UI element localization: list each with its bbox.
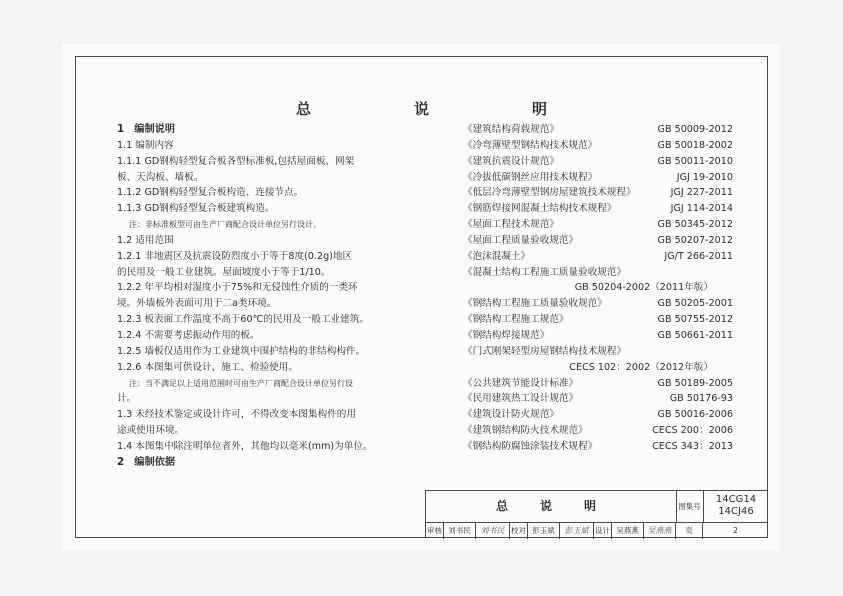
standard-name: 《建筑结构荷载规范》: [463, 124, 559, 135]
standard-code: GB 50661-2011: [657, 329, 733, 341]
body-line: 1.1.1 GD钢构轻型复合板各型标准板,包括屋面板、网架: [117, 155, 355, 167]
standard-item: [463, 138, 733, 154]
standard-name: 《混凝土结构工程施工质量验收规范》: [463, 266, 627, 278]
standard-item: [463, 391, 733, 407]
standard-name: 《公共建筑节能设计标准》: [463, 377, 579, 389]
standard-name: 《屋面工程质量验收规范》: [463, 234, 579, 246]
standard-code: JGJ 19-2010: [676, 171, 733, 183]
body-line: 1.2.6 本图集可供设计、施工、检验使用。: [117, 361, 298, 373]
standard-name: 《民用建筑热工设计规范》: [463, 393, 579, 405]
signature-row: [426, 522, 768, 539]
standard-name: 《钢结构工程施工质量验收规范》: [463, 298, 607, 310]
check-label: 校对: [510, 523, 528, 539]
body-line: 板、天沟板、墙板。: [117, 171, 204, 183]
body-line: 1.1.2 GD钢构轻型复合板构造、连接节点。: [117, 187, 304, 199]
standard-name: 《钢结构焊接规范》: [463, 329, 550, 341]
design-name: 吴燕燕: [612, 523, 644, 539]
atlas-number-label: 图集号: [676, 491, 704, 522]
standard-code: JGJ 227-2011: [670, 187, 733, 199]
atlas-number: [704, 494, 768, 518]
standard-code: GB 50011-2010: [657, 155, 733, 167]
body-line: 1.1.3 GD钢构轻型复合板建筑构造。: [117, 203, 275, 215]
review-label: 审核: [426, 523, 444, 539]
standard-name: 《冷弯薄壁型钢结构技术规范》: [463, 139, 598, 151]
check-signature: 彭玉斌: [560, 523, 594, 539]
standard-name: 《屋面工程技术规范》: [463, 219, 559, 231]
review-signature: 刘书民: [476, 523, 510, 539]
design-signature: 吴燕燕: [644, 523, 676, 539]
standard-code: JG/T 266-2011: [664, 250, 733, 262]
page-label: 页: [676, 523, 703, 539]
standard-name: 《钢结构工程施工规范》: [463, 314, 569, 326]
standard-item: [463, 344, 733, 360]
standard-item: [463, 407, 733, 423]
standard-name: 《建筑钢结构防火技术规范》: [463, 425, 588, 437]
standard-item: [463, 233, 733, 249]
section-heading: 1 编制说明: [117, 124, 176, 135]
standard-name: 《建筑抗震设计规范》: [463, 155, 559, 167]
body-line: 1.4 本图集中除注明单位者外，其他均以毫米(mm)为单位。: [117, 440, 373, 452]
note-text: 注：当不满足以上适用范围时可由生产厂商配合设计单位另行设: [129, 378, 353, 388]
standard-name: 《钢筋焊接网混凝土结构技术规程》: [463, 203, 617, 215]
standard-item: [463, 423, 733, 439]
standard-code: GB 50204-2002（2011年版）: [574, 282, 713, 294]
check-name: 彭玉斌: [528, 523, 560, 539]
standard-code: CECS 343：2013: [652, 440, 733, 452]
standard-code: GB 50189-2005: [657, 377, 733, 389]
standard-code: GB 50755-2012: [657, 314, 733, 326]
title-block-title: 总 说 明: [426, 491, 677, 522]
standard-code: GB 50018-2002: [657, 139, 733, 151]
standard-item: [463, 296, 733, 312]
standard-name: 《低层冷弯薄壁型钢房屋建筑技术规程》: [463, 187, 636, 199]
standard-item: [463, 185, 733, 201]
page-number: 2: [733, 526, 738, 535]
standard-item: [463, 328, 733, 344]
body-line: 1.2.2 年平均相对湿度小于75%和无侵蚀性介质的一类环: [117, 282, 358, 294]
standard-code: GB 50176-93: [669, 393, 733, 405]
standard-item: [463, 201, 733, 217]
standard-item: [463, 312, 733, 328]
standard-item: [463, 249, 733, 265]
standard-code: JGJ 114-2014: [670, 203, 733, 215]
standard-item: [463, 154, 733, 170]
body-line: 1.3 未经技术鉴定或设计许可，不得改变本图集构件的用: [117, 409, 356, 421]
standard-name: 《冷拔低碳钢丝应用技术规程》: [463, 171, 598, 183]
body-line: 的民用及一般工业建筑。屋面坡度小于等于1/10。: [117, 266, 331, 278]
title-block: [425, 490, 768, 538]
standard-code: GB 50345-2012: [657, 219, 733, 231]
body-line: 1.2.1 非地震区及抗震设防烈度小于等于8度(0.2g)地区: [117, 250, 353, 262]
note-text: 注：非标准板型可由生产厂商配合设计单位另行设计。: [129, 220, 321, 230]
standard-item: [463, 170, 733, 186]
body-line: 境。外墙板外表面可用于二a类环境。: [117, 298, 277, 310]
standard-name: 《门式刚架轻型房屋钢结构技术规程》: [463, 345, 627, 357]
standard-code: CECS 102：2002（2012年版）: [569, 361, 713, 373]
standard-item: [463, 217, 733, 233]
standards-list: [463, 122, 733, 455]
standard-name: 《建筑设计防火规范》: [463, 409, 559, 421]
standard-item: [463, 122, 733, 138]
standard-code: GB 50016-2006: [657, 409, 733, 421]
section-heading: 2 编制依据: [117, 456, 176, 468]
standard-name: 《泡沫混凝土》: [463, 250, 531, 262]
body-line: 计。: [117, 393, 137, 405]
body-line: 1.2.5 墙板仅适用作为工业建筑中围护结构的非结构构件。: [117, 345, 366, 357]
body-line: 1.1 编制内容: [117, 139, 174, 151]
review-name: 刘书民: [444, 523, 476, 539]
standard-item: [463, 265, 733, 281]
body-line: 1.2.4 不需要考虑振动作用的板。: [117, 329, 260, 341]
standard-item: [463, 376, 733, 392]
body-line: 1.2.3 板表面工作温度不高于60℃的民用及一般工业建筑。: [117, 314, 369, 326]
atlas-number-1: 14CG14: [715, 494, 757, 505]
design-label: 设计: [594, 523, 612, 539]
page-title: 总 说 明: [295, 100, 591, 118]
standard-code: GB 50205-2001: [657, 298, 733, 310]
standard-code: CECS 200：2006: [652, 425, 733, 437]
body-line: 途或使用环境。: [117, 425, 185, 437]
standard-item: [463, 439, 733, 455]
standard-code: GB 50009-2012: [657, 124, 733, 135]
atlas-number-2: 14CJ46: [718, 506, 754, 517]
body-line: 1.2 适用范围: [117, 234, 174, 246]
standard-name: 《钢结构防腐蚀涂装技术规程》: [463, 440, 598, 452]
left-column: [117, 122, 417, 471]
standard-code: GB 50207-2012: [657, 234, 733, 246]
